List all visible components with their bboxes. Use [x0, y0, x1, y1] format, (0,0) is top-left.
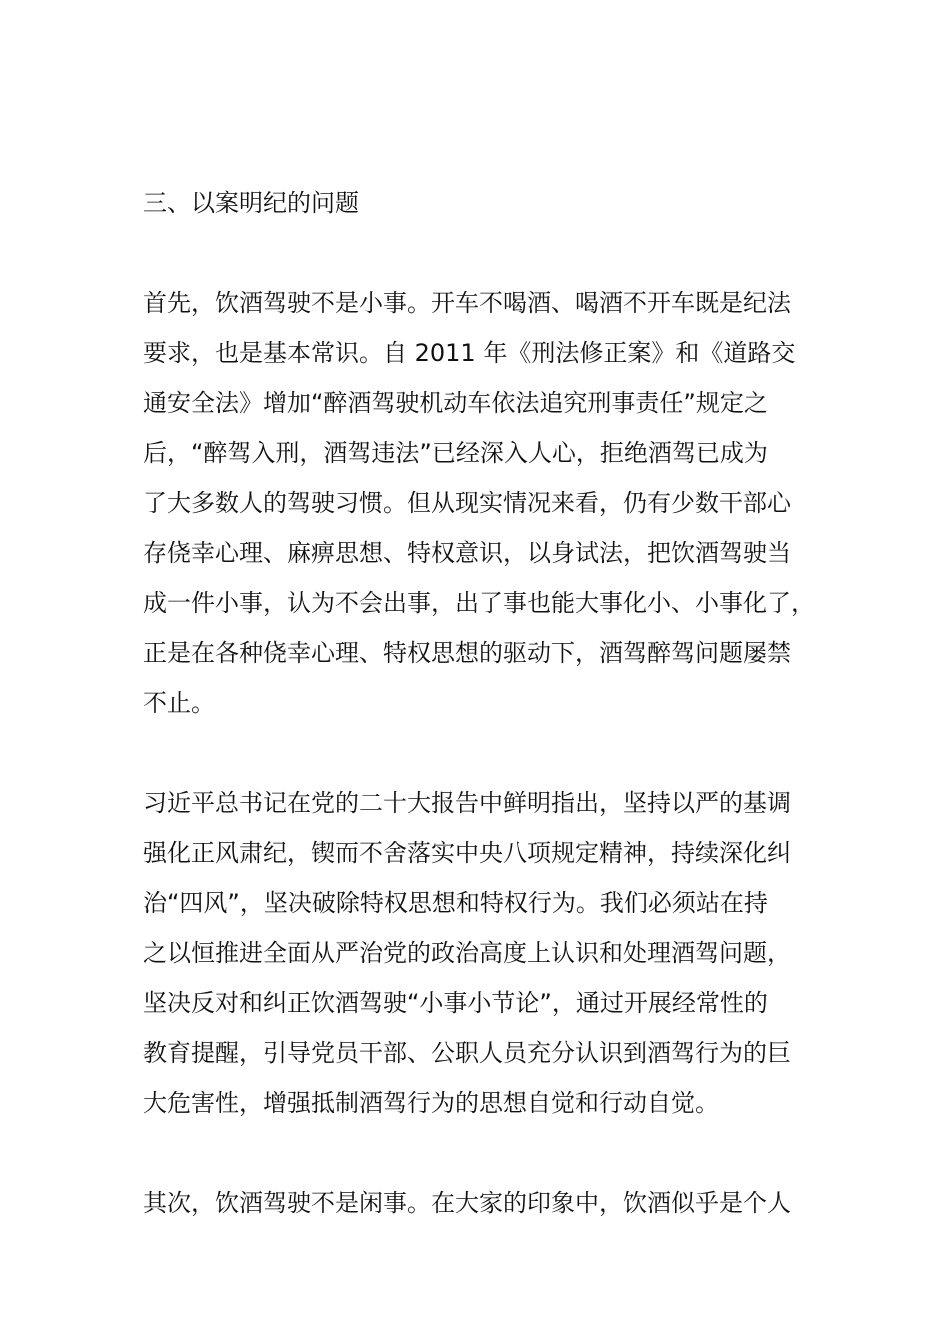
- text-line: 成一件小事，认为不会出事，出了事也能大事化小、小事化了，: [143, 589, 815, 617]
- text-line: 通安全法》增加“醉酒驾驶机动车依法追究刑事责任”规定之: [143, 389, 768, 417]
- paragraph-2: [143, 778, 811, 1128]
- text-line: 治“四风”，坚决破除特权思想和特权行为。我们必须站在持: [143, 889, 768, 917]
- text-line: 了大多数人的驾驶习惯。但从现实情况来看，仍有少数干部心: [143, 489, 791, 517]
- paragraph-1: [143, 278, 815, 728]
- paragraph-3: [143, 1178, 811, 1228]
- text-line: 大危害性，增强抵制酒驾行为的思想自觉和行动自觉。: [143, 1089, 719, 1117]
- text-line: 要求，也是基本常识。自 2011 年《刑法修正案》和《道路交: [143, 339, 796, 367]
- text-line: 不止。: [143, 689, 215, 717]
- text-line: 教育提醒，引导党员干部、公职人员充分认识到酒驾行为的巨: [143, 1039, 791, 1067]
- text-line: 之以恒推进全面从严治党的政治高度上认识和处理酒驾问题，: [143, 939, 791, 967]
- document-page: [143, 178, 815, 1228]
- text-line: 存侥幸心理、麻痹思想、特权意识，以身试法，把饮酒驾驶当: [143, 539, 791, 567]
- text-line: 正是在各种侥幸心理、特权思想的驱动下，酒驾醉驾问题屡禁: [143, 639, 791, 667]
- text-line: 后，“醉驾入刑，酒驾违法”已经深入人心，拒绝酒驾已成为: [143, 439, 768, 467]
- section-heading: 三、以案明纪的问题: [143, 189, 359, 217]
- text-line: 首先，饮酒驾驶不是小事。开车不喝酒、喝酒不开车既是纪法: [143, 289, 791, 317]
- text-line: 强化正风肃纪，锲而不舍落实中央八项规定精神，持续深化纠: [143, 839, 791, 867]
- paragraph-gap: [143, 228, 811, 278]
- text-line: 其次，饮酒驾驶不是闲事。在大家的印象中，饮酒似乎是个人: [143, 1189, 791, 1217]
- text-line: 坚决反对和纠正饮酒驾驶“小事小节论”，通过开展经常性的: [143, 989, 768, 1017]
- paragraph-gap: [143, 728, 811, 778]
- paragraph-gap: [143, 1128, 811, 1178]
- text-line: 习近平总书记在党的二十大报告中鲜明指出，坚持以严的基调: [143, 789, 791, 817]
